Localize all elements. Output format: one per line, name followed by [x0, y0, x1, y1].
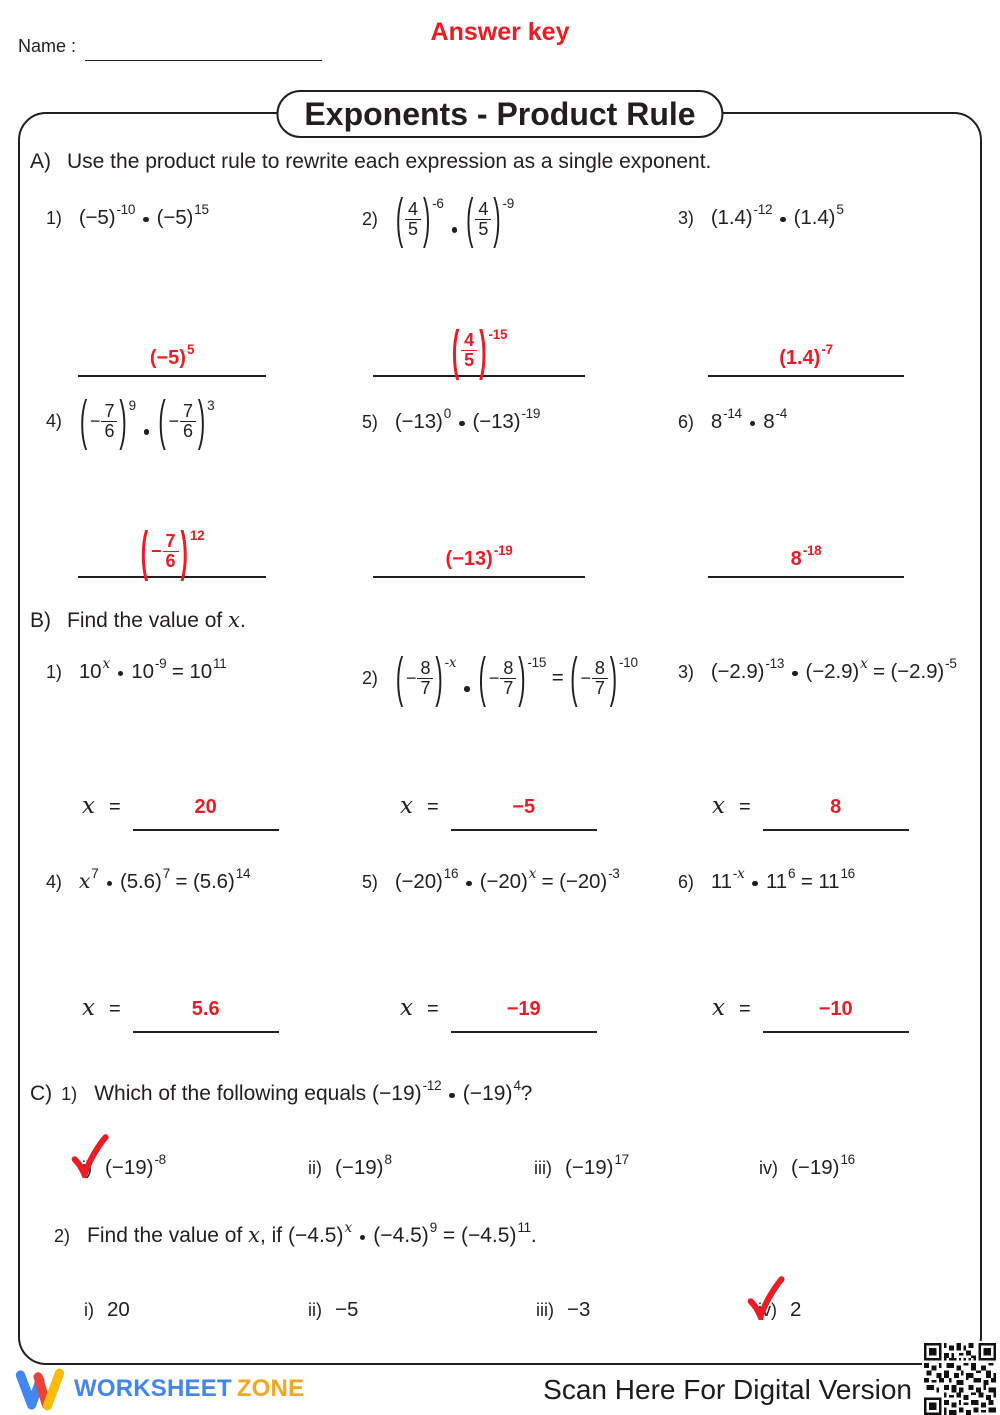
problem-a6: [678, 406, 787, 434]
math-expression: $(-2.9)^{-13}$ $(-2.9)^x = (-2.9)^{-5}$: [710, 656, 957, 683]
section-c-label: C): [30, 1082, 53, 1105]
problem-number: 4): [46, 410, 62, 431]
answer-b3: [712, 793, 909, 831]
option-label: i): [82, 1158, 92, 1178]
name-label: Name :: [18, 36, 77, 56]
option-label: iv): [759, 1158, 778, 1178]
answer-value: −19: [451, 998, 597, 1033]
answer-b4: [82, 995, 279, 1033]
answer-expression: $(-13)^{-19}$: [445, 543, 513, 570]
answer-key-heading: Answer key: [430, 18, 570, 46]
option-c1-i: [82, 1152, 166, 1180]
answer-slot-a1: [78, 256, 266, 377]
x-variable: x: [400, 995, 413, 1021]
option-c1-iii: [534, 1152, 629, 1180]
answer-expression: ( − $\frac{7}{6}$ ) 12: [140, 519, 205, 582]
math-expression: $8^{-14}$ $8^{-4}$: [710, 406, 787, 433]
x-variable: x: [712, 995, 725, 1021]
math-expression: 10$^x$ $10^{-9} = 10^{11}$: [78, 656, 227, 683]
equals-sign: =: [426, 998, 439, 1020]
scan-here-text: Scan Here For Digital Version: [543, 1374, 912, 1405]
section-a-instruction: Use the product rule to rewrite each expression as a single exponent.: [67, 150, 712, 173]
problem-number: 4): [46, 872, 62, 892]
problem-number: 2): [362, 208, 378, 229]
section-a-label: A): [30, 150, 51, 173]
equals-sign: =: [426, 796, 439, 818]
option-c1-ii: [308, 1152, 392, 1180]
equals-sign: =: [738, 796, 751, 818]
checkmark-icon: [744, 1276, 786, 1320]
problem-number: 3): [678, 208, 694, 228]
equals-sign: =: [108, 998, 121, 1020]
problem-a4: [46, 388, 214, 454]
equals-sign: =: [738, 998, 751, 1020]
math-expression: ( 4 5 ) -6 ( 4 5 ) -9: [395, 186, 514, 249]
option-value: −5: [335, 1298, 359, 1321]
question-text: Which of the following equals $(-19)^{-12}$ $(-19)^4$?: [94, 1078, 533, 1105]
problem-b5: [362, 866, 620, 894]
name-blank-line: [85, 60, 322, 61]
option-expression: $(-19)^{17}$: [565, 1152, 629, 1179]
section-b-label: B): [30, 609, 51, 632]
option-expression: $(-19)^{-8}$: [105, 1152, 166, 1179]
answer-slot-a5: [373, 457, 585, 578]
question-number: 1): [61, 1084, 78, 1104]
problem-a3: [678, 202, 844, 230]
section-a-heading: [30, 150, 711, 174]
checkmark-icon: [68, 1134, 110, 1178]
answer-slot-a6: [708, 457, 904, 578]
answer-value: −5: [451, 796, 597, 831]
answer-expression: ( 4 5 ) -15: [451, 318, 508, 381]
problem-number: 6): [678, 412, 694, 432]
problem-b4: [46, 866, 250, 894]
problem-a5: [362, 406, 540, 434]
math-expression: ( − $\frac{7}{6}$ ) 9 ( − $\frac{7}{6}$ ) 3: [79, 388, 215, 451]
option-value: 2: [790, 1298, 802, 1321]
answer-value: −10: [763, 998, 909, 1033]
option-c2-i: [84, 1298, 130, 1322]
option-expression: $(-19)^{16}$: [791, 1152, 855, 1179]
worksheetzone-w-icon: [14, 1366, 66, 1412]
section-c-q2-heading: [54, 1220, 537, 1248]
problem-number: 2): [362, 667, 378, 688]
option-c2-ii: [308, 1298, 358, 1322]
option-label: iv): [758, 1300, 777, 1320]
option-label: ii): [308, 1158, 322, 1178]
problem-a1: [46, 202, 209, 230]
answer-expression: $(-5)^5$: [149, 342, 195, 369]
answer-b2: [400, 793, 597, 831]
page-title: Exponents - Product Rule: [276, 90, 723, 138]
problem-number: 5): [362, 412, 378, 432]
math-expression: $(1.4)^{-12}$ $(1.4)^5$: [710, 202, 844, 229]
answer-slot-a3: [708, 256, 904, 377]
option-label: i): [84, 1300, 94, 1320]
answer-slot-a2: [373, 256, 585, 381]
option-value: 20: [107, 1298, 130, 1321]
problem-number: 6): [678, 872, 694, 892]
answer-expression: $(1.4)^{-7}$: [779, 342, 833, 369]
option-expression: $(-19)^8$: [335, 1152, 392, 1179]
option-value: −3: [567, 1298, 591, 1321]
option-c2-iv: [758, 1298, 801, 1322]
problem-number: 5): [362, 872, 378, 892]
question-number: 2): [54, 1226, 71, 1246]
question-text: Find the value of x, if $(-4.5)^x$ $(-4.5)^9 = (-4.5)^{11}$.: [87, 1220, 537, 1247]
section-c-q1-heading: [30, 1078, 532, 1106]
equals-sign: =: [108, 796, 121, 818]
problem-b2: [362, 642, 638, 714]
answer-slot-a4: [78, 457, 266, 582]
answer-expression: $8^{-18}$: [790, 543, 822, 570]
option-label: ii): [308, 1300, 322, 1320]
option-label: iii): [534, 1158, 552, 1178]
math-expression: $(-13)^0$ $(-13)^{-19}$: [394, 406, 541, 433]
math-expression: ( − $\frac{8}{7}$ ) -x ( − $\frac{8}{7}$ ) -15 = ( − $\frac{8}{7}$ ) -10: [395, 645, 638, 708]
x-variable: x: [712, 793, 725, 819]
brand-zone: ZONE: [236, 1375, 305, 1402]
problem-number: 1): [46, 662, 62, 682]
option-c1-iv: [759, 1152, 855, 1180]
answer-value: 8: [763, 796, 909, 831]
answer-b5: [400, 995, 597, 1033]
section-b-heading: [30, 608, 246, 633]
option-label: iii): [536, 1300, 554, 1320]
answer-b1: [82, 793, 279, 831]
problem-number: 1): [46, 208, 62, 228]
worksheetzone-logo: [14, 1366, 304, 1412]
x-variable: x: [400, 793, 413, 819]
x-variable: x: [82, 995, 95, 1021]
problem-b1: [46, 656, 226, 684]
problem-number: 3): [678, 662, 694, 682]
math-expression: $(-20)^{16}$ $(-20)^x = (-20)^{-3}$: [394, 866, 620, 893]
answer-value: 5.6: [133, 998, 279, 1033]
problem-b3: [678, 656, 957, 684]
x-variable: x: [82, 793, 95, 819]
answer-b6: [712, 995, 909, 1033]
math-expression: $11^{-x}$ $11^6 = 11^{16}$: [710, 866, 855, 893]
problem-b6: [678, 866, 855, 894]
answer-value: 20: [133, 796, 279, 831]
math-expression: $x^7$ $(5.6)^7 = (5.6)^{14}$: [78, 866, 251, 893]
problem-a2: [362, 186, 514, 252]
section-b-instruction: Find the value of x.: [67, 608, 246, 632]
math-expression: $(-5)^{-10}$ $(-5)^{15}$: [78, 202, 209, 229]
qr-code: [922, 1341, 998, 1415]
option-c2-iii: [536, 1298, 590, 1322]
brand-worksheet: WORKSHEET: [74, 1375, 232, 1402]
